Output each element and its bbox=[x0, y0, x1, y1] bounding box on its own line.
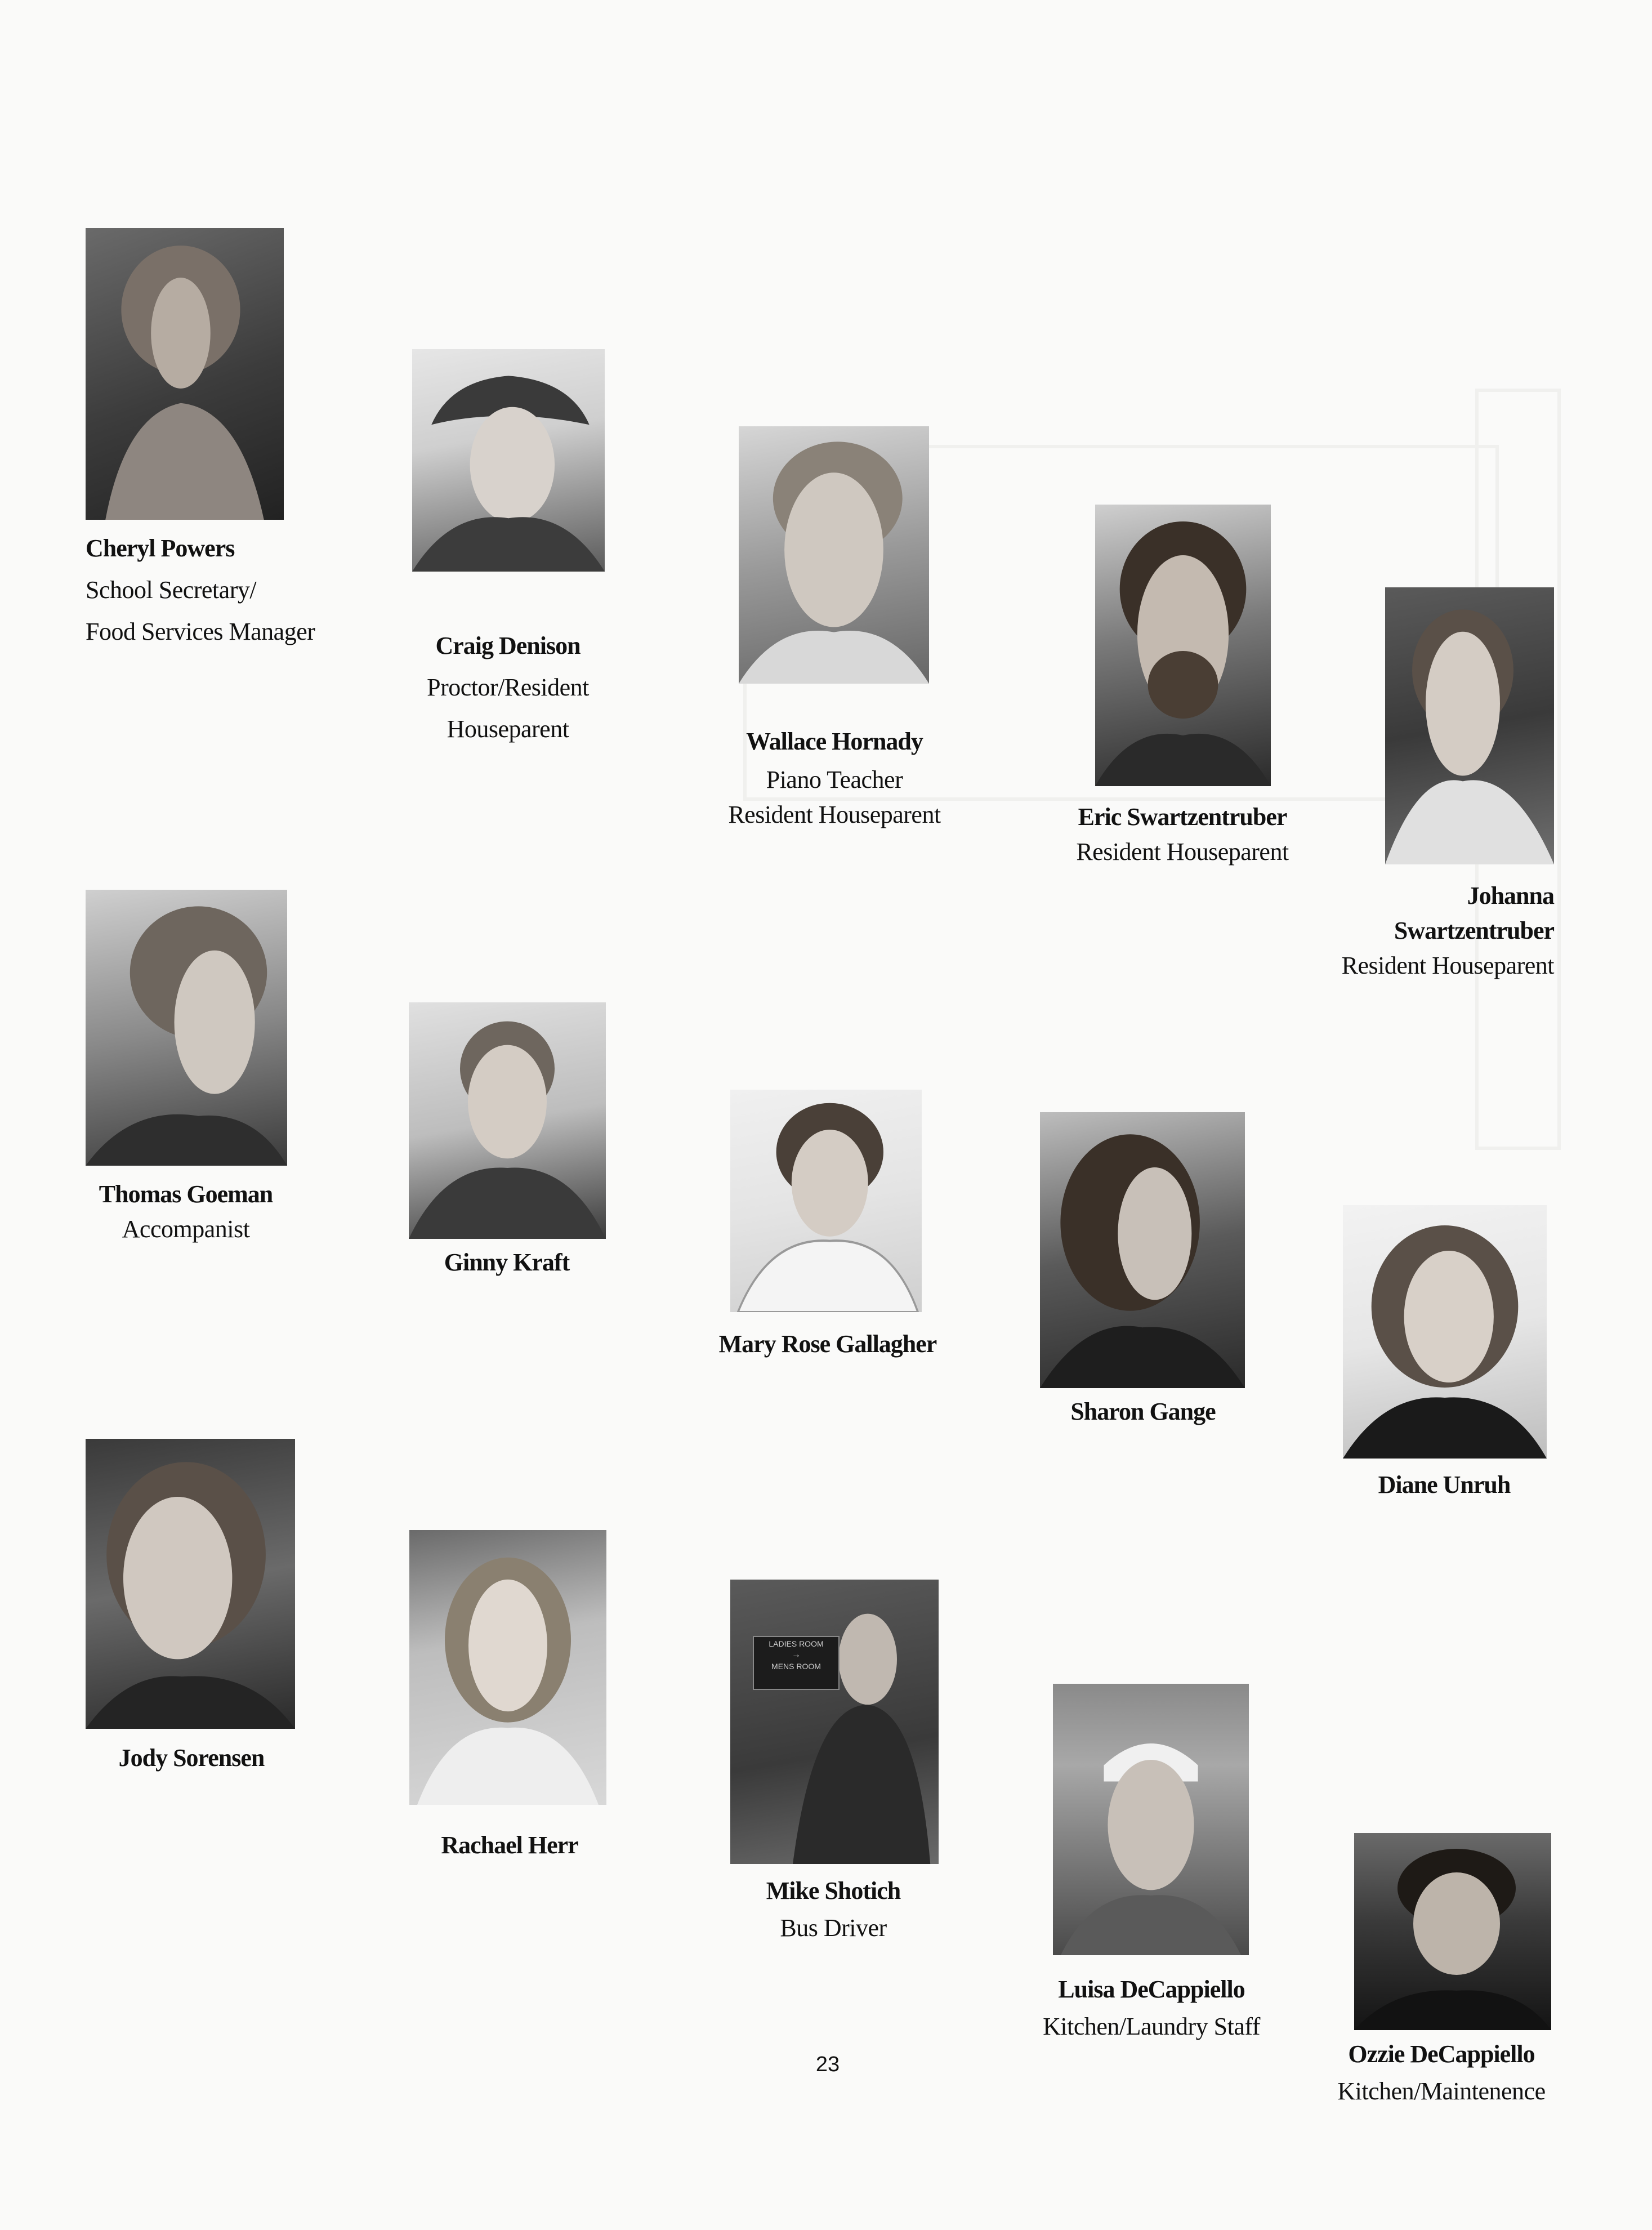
portrait-photo-sharon-gange bbox=[1040, 1112, 1245, 1388]
staff-name: Craig Denison bbox=[435, 632, 581, 659]
staff-role: Kitchen/Laundry Staff bbox=[1043, 2013, 1260, 2040]
staff-role: Kitchen/Maintenence bbox=[1337, 2077, 1546, 2105]
caption-ginny-kraft bbox=[394, 1242, 619, 1283]
staff-name: Diane Unruh bbox=[1378, 1471, 1511, 1498]
caption-ozzie-decappiello bbox=[1284, 2036, 1599, 2110]
portrait-photo-rachael-herr bbox=[409, 1530, 606, 1805]
portrait-photo-ozzie-decappiello bbox=[1354, 1833, 1551, 2030]
caption-johanna-swartzentruber bbox=[1239, 878, 1554, 983]
staff-role: Proctor/Resident bbox=[427, 674, 589, 701]
staff-role: Resident Houseparent bbox=[1341, 952, 1554, 979]
staff-role: Bus Driver bbox=[780, 1914, 887, 1942]
staff-name: Cheryl Powers bbox=[86, 534, 235, 562]
portrait-photo-johanna-swartzentruber bbox=[1385, 587, 1554, 864]
portrait-photo-eric-swartzentruber bbox=[1095, 505, 1271, 786]
restroom-sign: LADIES ROOM → MENS ROOM bbox=[753, 1636, 840, 1690]
caption-sharon-gange bbox=[1002, 1391, 1284, 1433]
staff-name: Jody Sorensen bbox=[118, 1744, 265, 1772]
staff-name: Mike Shotich bbox=[766, 1877, 901, 1905]
caption-wallace-hornady bbox=[694, 721, 975, 832]
staff-name: Eric Swartzentruber bbox=[1078, 803, 1287, 831]
staff-name: Sharon Gange bbox=[1070, 1398, 1216, 1425]
staff-name: Thomas Goeman bbox=[99, 1180, 273, 1208]
caption-eric-swartzentruber bbox=[1025, 800, 1340, 869]
portrait-photo-mike-shotich bbox=[730, 1580, 939, 1864]
caption-luisa-decappiello bbox=[1002, 1971, 1301, 2045]
bleed-through-heading bbox=[557, 186, 579, 283]
staff-name: Ozzie DeCappiello bbox=[1348, 2040, 1535, 2068]
portrait-photo-luisa-decappiello bbox=[1053, 1684, 1249, 1955]
page-number: 23 bbox=[815, 2053, 840, 2076]
staff-name: Johanna bbox=[1467, 882, 1554, 909]
portrait-photo-jody-sorensen bbox=[86, 1439, 295, 1729]
portrait-photo-mary-rose-gallagher bbox=[730, 1090, 922, 1312]
caption-jody-sorensen bbox=[56, 1737, 327, 1779]
caption-rachael-herr bbox=[394, 1825, 625, 1866]
sign-text: MENS ROOM bbox=[771, 1662, 821, 1671]
staff-role: Food Services Manager bbox=[86, 618, 315, 645]
staff-role: Resident Houseparent bbox=[1076, 838, 1289, 866]
staff-name: Rachael Herr bbox=[441, 1831, 578, 1859]
caption-thomas-goeman bbox=[56, 1177, 315, 1247]
staff-role: Accompanist bbox=[122, 1215, 250, 1243]
staff-role: Piano Teacher bbox=[766, 766, 903, 793]
staff-role: School Secretary/ bbox=[86, 576, 257, 604]
portrait-photo-cheryl-powers bbox=[86, 228, 284, 520]
portrait-photo-craig-denison bbox=[412, 349, 605, 572]
caption-mike-shotich bbox=[693, 1872, 974, 1947]
portrait-photo-thomas-goeman bbox=[86, 890, 287, 1166]
caption-diane-unruh bbox=[1306, 1464, 1582, 1506]
staff-name: Wallace Hornady bbox=[746, 728, 923, 755]
sign-text: LADIES ROOM bbox=[769, 1639, 824, 1648]
portrait-photo-ginny-kraft bbox=[409, 1002, 606, 1239]
caption-craig-denison bbox=[401, 625, 615, 750]
staff-role: Resident Houseparent bbox=[728, 801, 941, 828]
staff-name: Swartzentruber bbox=[1394, 917, 1554, 944]
staff-role: Houseparent bbox=[447, 715, 569, 743]
staff-name: Ginny Kraft bbox=[444, 1248, 570, 1276]
portrait-photo-diane-unruh bbox=[1343, 1205, 1547, 1459]
staff-name: Mary Rose Gallagher bbox=[718, 1330, 937, 1358]
caption-cheryl-powers bbox=[86, 528, 315, 653]
portrait-photo-wallace-hornady bbox=[739, 426, 929, 684]
caption-mary-rose-gallagher bbox=[653, 1323, 1002, 1365]
staff-name: Luisa DeCappiello bbox=[1058, 1975, 1245, 2003]
